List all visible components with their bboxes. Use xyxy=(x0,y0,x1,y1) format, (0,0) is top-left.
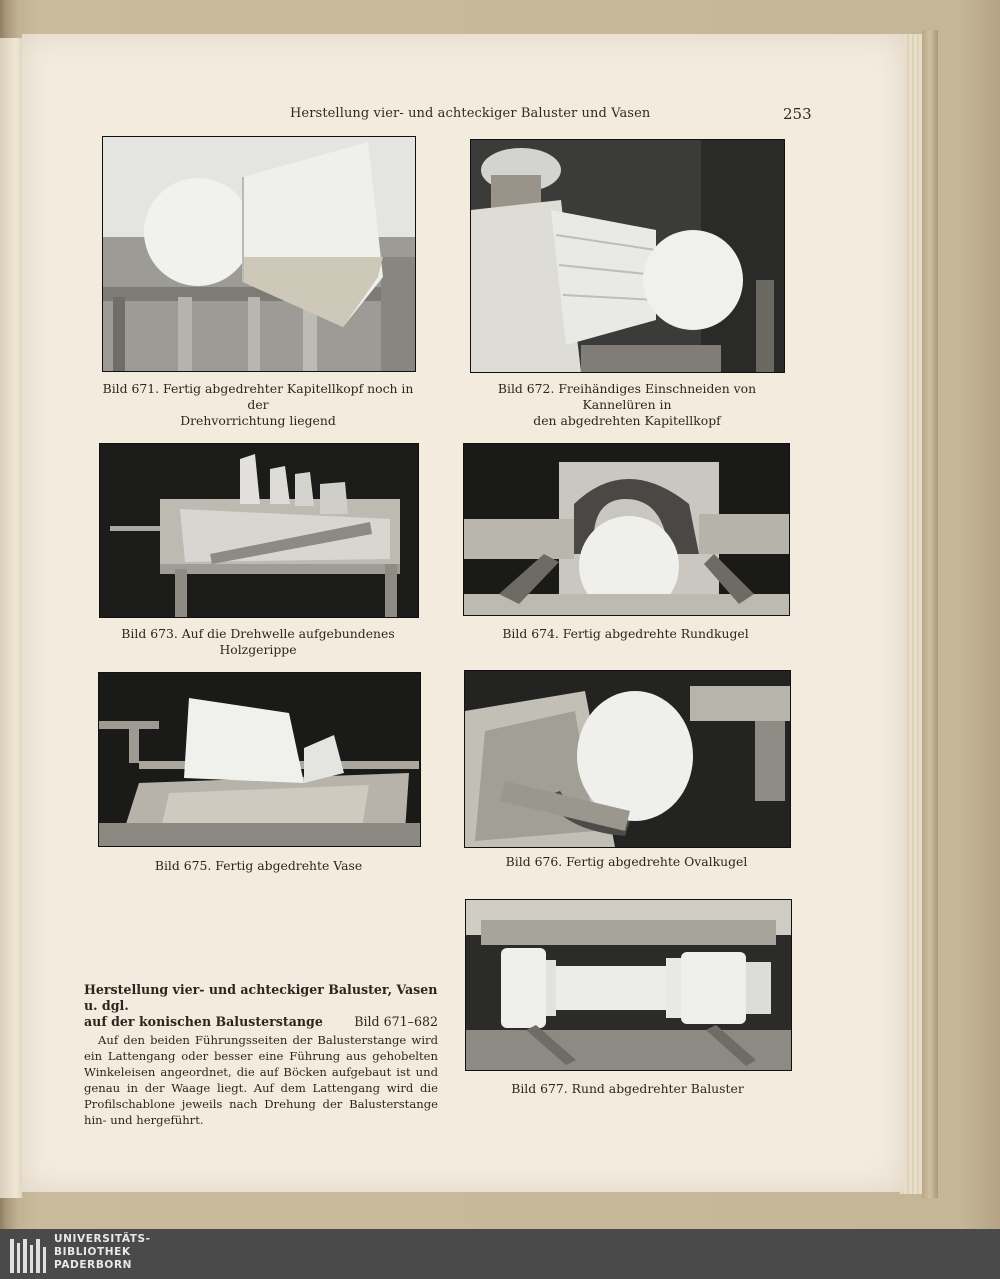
caption-674: Bild 674. Fertig abgedrehte Rundkugel xyxy=(502,626,749,641)
caption-677: Bild 677. Rund abgedrehter Baluster xyxy=(511,1081,744,1096)
photo-676-oval-sphere xyxy=(464,670,791,848)
photo-674-round-sphere xyxy=(463,443,790,616)
library-footer-bar xyxy=(0,1229,1000,1279)
left-page-edge xyxy=(0,38,22,1198)
article-body: Auf den beiden Führungsseiten der Balusterstange wird ein Lattengang oder besser eine Führung aus gehobelten Winkeleisen angeordnet, die auf Böcken aufgebaut ist und genau in der Waage liegt. Auf dem Lattengang wird die Profilschablone jeweils nach Drehung der Balusterstange hin- und hergeführt. xyxy=(84,1033,438,1127)
article-title: Herstellung vier- und achteckiger Baluster, Vasen u. dgl. xyxy=(84,982,438,1013)
caption-676: Bild 676. Fertig abgedrehte Ovalkugel xyxy=(505,854,748,869)
photo-673-wooden-frame xyxy=(99,443,419,618)
article-figure-ref: Bild 671–682 xyxy=(354,1014,438,1029)
article-subtitle: auf der konischen Balusterstange xyxy=(84,1014,323,1029)
photo-675-vase xyxy=(98,672,421,847)
caption-672: Bild 672. Freihändiges Einschneiden von Kannelüren in den abgedrehten Kapitellkopf xyxy=(497,381,757,428)
article-title-line2 xyxy=(84,1014,438,1030)
photo-671-capital-head xyxy=(102,136,416,372)
caption-673: Bild 673. Auf die Drehwelle aufgebundenes Holzgerippe xyxy=(121,626,395,657)
book-cover-edge xyxy=(922,30,938,1198)
page-number: 253 xyxy=(783,105,812,123)
running-head: Herstellung vier- und achteckiger Baluster und Vasen xyxy=(290,106,651,121)
photo-672-fluting xyxy=(470,139,785,373)
photo-677-baluster xyxy=(465,899,792,1071)
library-logo-text: UNIVERSITÄTS- BIBLIOTHEK PADERBORN xyxy=(54,1233,151,1271)
caption-675: Bild 675. Fertig abgedrehte Vase xyxy=(154,858,363,873)
library-logo-icon xyxy=(8,1235,48,1275)
article-section xyxy=(84,982,438,1128)
caption-671: Bild 671. Fertig abgedrehter Kapitellkopf noch in der Drehvorrichtung liegend xyxy=(102,381,414,428)
